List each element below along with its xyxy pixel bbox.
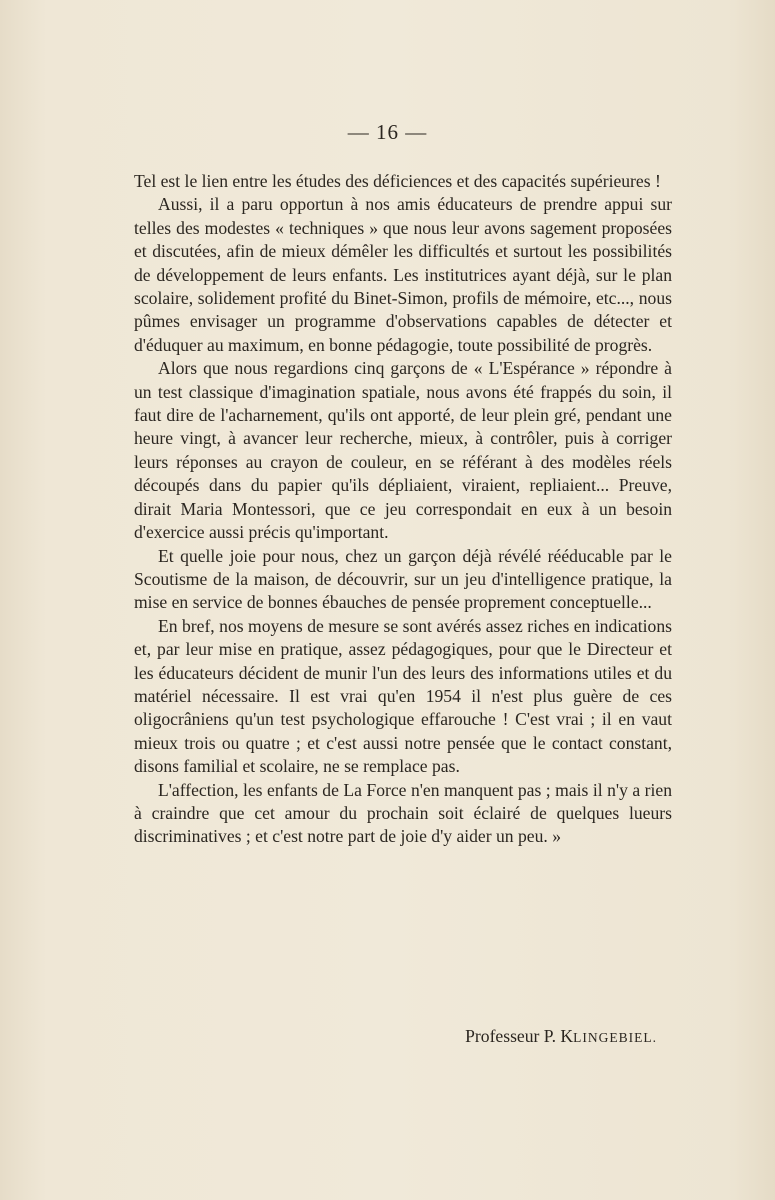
- paragraph: Aussi, il a paru opportun à nos amis éducateurs de prendre appui sur telles des modestes « techniques » que nous leur avons sagement proposées et discutées, afin de mieux démêler les difficultés et surtout les possibilités de développement de leurs enfants. Les institutrices ayant déjà, sur le plan scolaire, solidement profité du Binet-Simon, profils de mémoire, etc..., nous pûmes envisager un programme d'observations capables de détecter et d'éduquer au maximum, en bonne pédagogie, toute possibilité de progrès.: [134, 194, 672, 355]
- paragraph: Tel est le lien entre les études des déficiences et des capacités supérieures !: [134, 171, 661, 191]
- paragraph: Et quelle joie pour nous, chez un garçon déjà révélé rééducable par le Scoutisme de la maison, de découvrir, sur un jeu d'intelligence pratique, la mise en service de bonnes ébauches de pensée proprement conceptuelle...: [134, 545, 672, 613]
- page-number: — 16 —: [347, 120, 428, 144]
- paragraph: Alors que nous regardions cinq garçons de « L'Espérance » répondre à un test classique d'imagination spatiale, nous avons été frappés du soin, il faut dire de l'acharnement, qu'ils ont apporté, de leur plein gré, pendant une heure vingt, à avancer leur recherche, mieux, à contrôler, puis à corriger leurs réponses au crayon de couleur, en se référant à des modèles réels découpés dans du papier qu'ils dépliaient, viraient, repliaient... Preuve, dirait Maria Montessori, que ce jeu correspondait en eux à un besoin d'exercice aussi précis qu'important.: [134, 358, 672, 543]
- signature-prefix: Professeur P.: [465, 1026, 561, 1046]
- paragraph: En bref, nos moyens de mesure se sont avérés assez riches en indications et, par leur mise en pratique, assez pédagogiques, pour que le Directeur et les éducateurs décident de munir l'un des leurs des informations utiles et du matériel nécessaire. Il est vrai qu'en 1954 il n'est plus guère de ces oligocrâniens qu'un test psychologique effarouche ! C'est vrai ; il en vaut mieux trois ou quatre ; et c'est aussi notre pensée que le contact constant, disons familial et scolaire, ne se remplace pas.: [134, 615, 672, 777]
- paragraph: L'affection, les enfants de La Force n'en manquent pas ; mais il n'y a rien à craindre que cet amour du prochain soit éclairé de quelques lueurs discriminatives ; et c'est notre part de joie d'y aider un peu. »: [134, 779, 672, 847]
- signature-name-initial: K: [560, 1026, 574, 1046]
- author-signature: [465, 1026, 657, 1047]
- signature-name-rest: LINGEBIEL.: [573, 1030, 657, 1045]
- body-text: [134, 170, 672, 849]
